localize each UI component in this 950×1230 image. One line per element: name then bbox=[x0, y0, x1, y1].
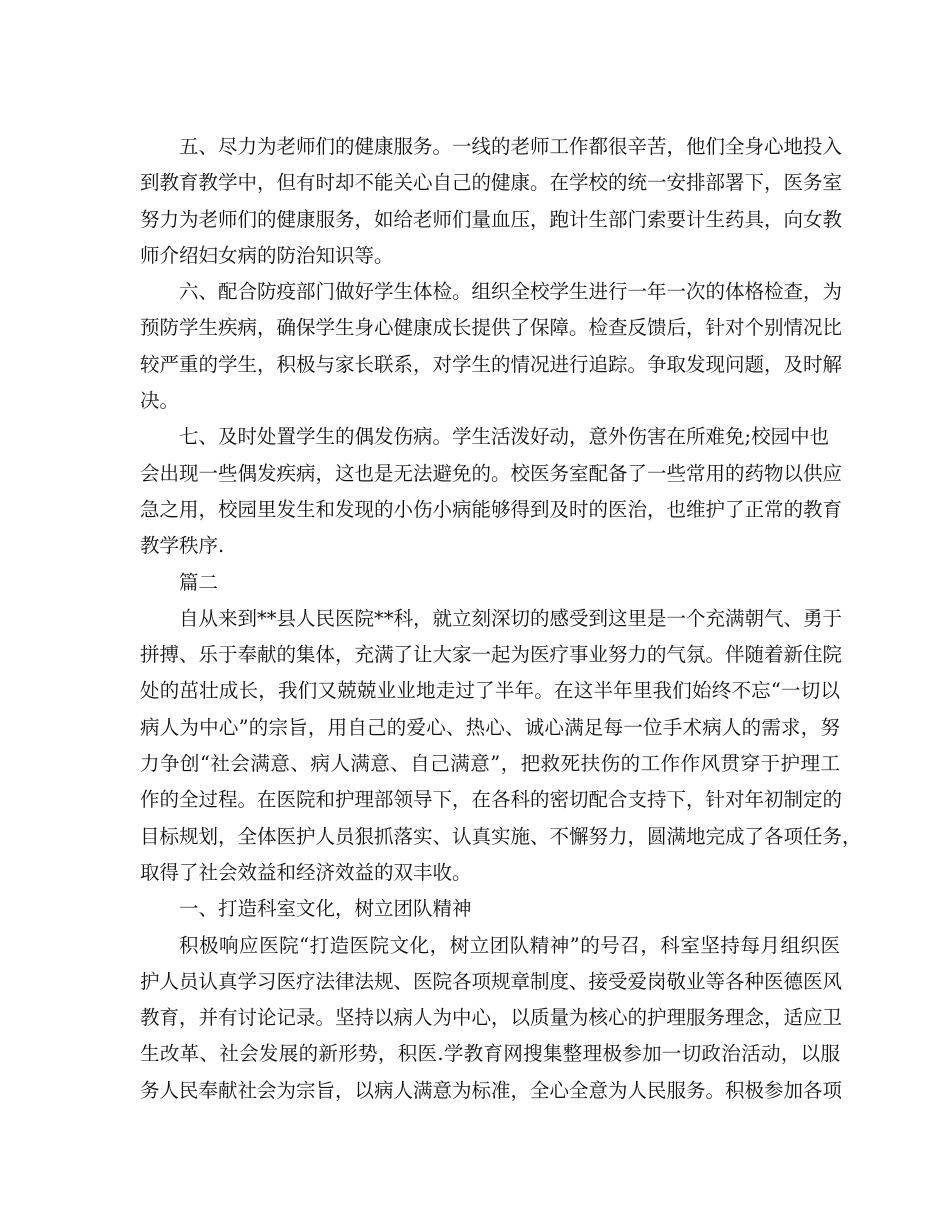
text-line: 处的茁壮成长，我们又兢兢业业地走过了半年。在这半年里我们始终不忘“一切以 bbox=[140, 679, 840, 703]
text-line: 生改革、社会发展的新形势，积医.学教育网搜集整理极参加一切政治活动，以服 bbox=[140, 1042, 840, 1066]
text-line: 预防学生疾病，确保学生身心健康成长提供了保障。检查反馈后，针对个别情况比 bbox=[140, 316, 843, 340]
text-line: 积极响应医院“打造医院文化，树立团队精神”的号召，科室坚持每月组织医 bbox=[179, 933, 840, 957]
text-line: 六、配合防疫部门做好学生体检。组织全校学生进行一年一次的体格检查，为 bbox=[179, 280, 843, 304]
text-line: 自从来到**县人民医院**科，就立刻深切的感受到这里是一个充满朝气、勇于 bbox=[179, 606, 843, 630]
text-line: 到教育教学中，但有时却不能关心自己的健康。在学校的统一安排部署下，医务室 bbox=[140, 171, 843, 195]
text-line: 教学秩序. bbox=[140, 534, 225, 558]
text-line: 护人员认真学习医疗法律法规、医院各项规章制度、接受爱岗敬业等各种医德医风 bbox=[140, 969, 843, 993]
section-heading: 篇二 bbox=[179, 570, 219, 594]
text-line: 务人民奉献社会为宗旨，以病人满意为标准，全心全意为人民服务。积极参加各项 bbox=[140, 1078, 843, 1102]
text-line: 七、及时处置学生的偶发伤病。学生活泼好动，意外伤害在所难免;校园中也 bbox=[179, 425, 830, 449]
text-line: 五、尽力为老师们的健康服务。一线的老师工作都很辛苦，他们全身心地投入 bbox=[179, 135, 843, 158]
text-line: 师介绍妇女病的防治知识等。 bbox=[140, 243, 394, 267]
text-line: 会出现一些偶发疾病，这也是无法避免的。校医务室配备了一些常用的药物以供应 bbox=[140, 461, 843, 485]
text-line: 努力为老师们的健康服务，如给老师们量血压，跑计生部门索要计生药具，向女教 bbox=[140, 207, 843, 231]
text-line: 急之用，校园里发生和发现的小伤小病能够得到及时的医治，也维护了正常的教育 bbox=[140, 497, 843, 521]
text-line: 拼搏、乐于奉献的集体，充满了让大家一起为医疗事业努力的气氛。伴随着新住院 bbox=[140, 643, 843, 667]
text-line: 教育，并有讨论记录。坚持以病人为中心，以质量为核心的护理服务理念，适应卫 bbox=[140, 1006, 843, 1030]
document-body bbox=[140, 129, 862, 1109]
section-heading: 一、打造科室文化，树立团队精神 bbox=[179, 897, 472, 921]
text-line: 取得了社会效益和经济效益的双丰收。 bbox=[140, 860, 472, 884]
text-line: 目标规划，全体医护人员狠抓落实、认真实施、不懈努力，圆满地完成了各项任务， bbox=[140, 824, 862, 848]
text-line: 作的全过程。在医院和护理部领导下，在各科的密切配合支持下，针对年初制定的 bbox=[140, 788, 843, 812]
text-line: 决。 bbox=[140, 389, 180, 413]
text-line: 病人为中心”的宗旨，用自己的爱心、热心、诚心满足每一位手术病人的需求，努 bbox=[140, 715, 840, 739]
text-line: 较严重的学生，积极与家长联系，对学生的情况进行追踪。争取发现问题，及时解 bbox=[140, 352, 843, 376]
text-line: 力争创“社会满意、病人满意、自己满意”，把救死扶伤的工作作风贯穿于护理工 bbox=[140, 752, 840, 776]
